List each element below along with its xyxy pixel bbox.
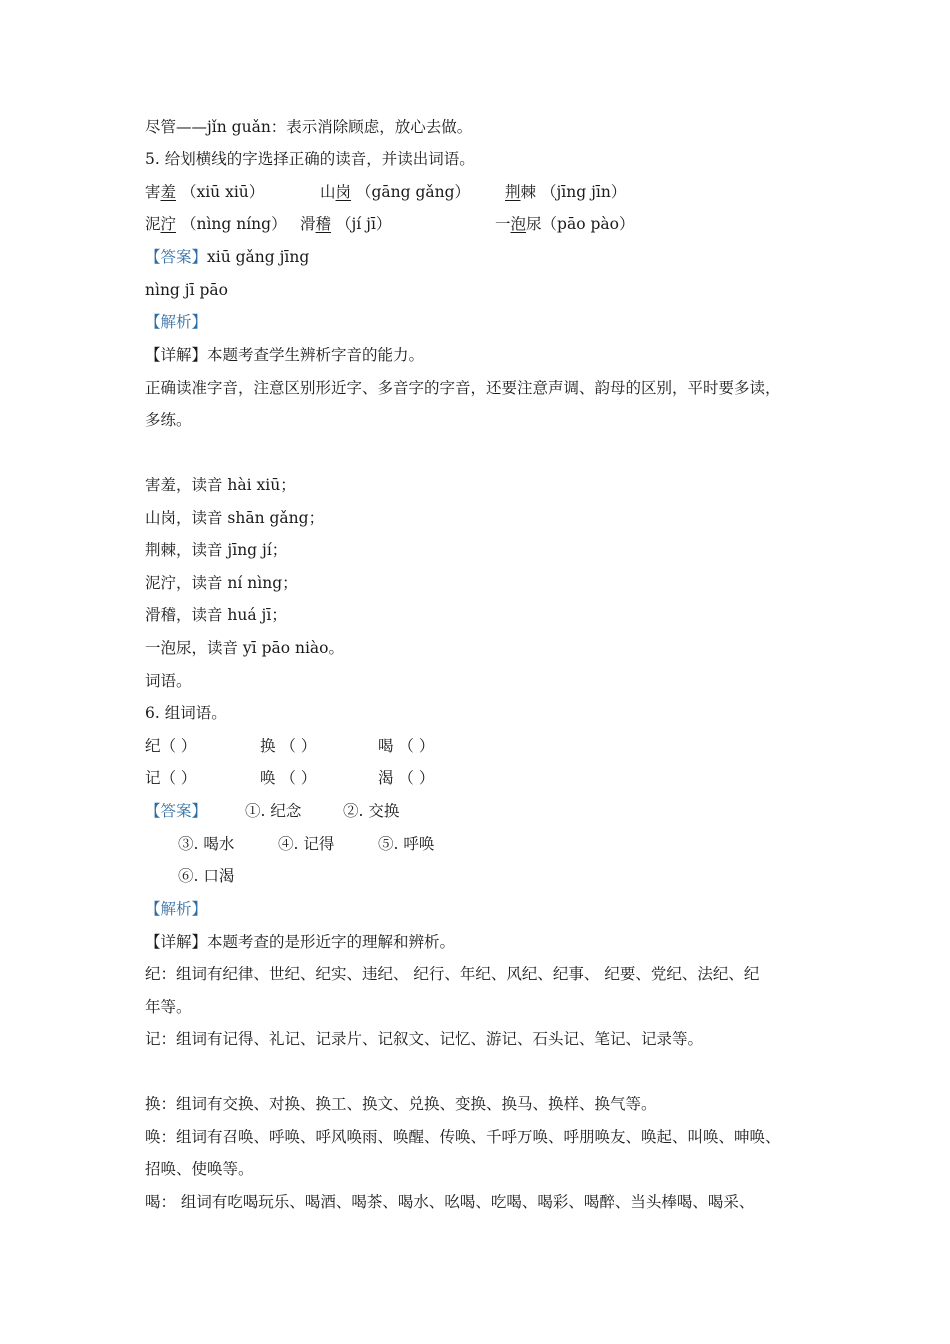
detail-line: 【详解】本题考查学生辨析字音的能力。 (145, 346, 425, 364)
question-6-row-1 (145, 735, 434, 757)
answer-2: ②. 交换 (343, 802, 400, 820)
blank-huan: 换 （ ） (260, 737, 317, 755)
answer-4: ④. 记得 (278, 835, 335, 853)
ji-words-end: 年等。 (145, 998, 192, 1016)
ji2-words: 记：组词有记得、礼记、记录片、记叙文、记忆、游记、石头记、笔记、记录等。 (145, 1030, 704, 1048)
blank-ji2: 记（ ） (145, 769, 197, 787)
huan2-words-end: 招唤、使唤等。 (145, 1160, 254, 1178)
question-5-row-2 (145, 213, 634, 235)
answer-6: ⑥. 口渴 (178, 867, 235, 885)
answer-row-2 (178, 833, 434, 855)
paragraph-line: 正确读准字音，注意区别形近字、多音字的字音，还要注意声调、韵母的区别，平时要多读， (145, 379, 781, 397)
answer-line-2: nìng jī pāo (145, 281, 228, 299)
reading-jingji: 荆棘，读音 jīng jí； (145, 541, 288, 559)
huan2-words: 唤：组词有召唤、呼唤、呼风唤雨、唤醒、传唤、千呼万唤、呼朋唤友、唤起、叫唤、呻唤、 (145, 1128, 781, 1146)
answer-5: ⑤. 呼唤 (378, 835, 435, 853)
he-words: 喝： 组词有吃喝玩乐、喝酒、喝茶、喝水、吆喝、吃喝、喝彩、喝醉、当头棒喝、喝采、 (145, 1193, 755, 1211)
reading-huaji: 滑稽，读音 huá jī； (145, 606, 287, 624)
reading-shangang: 山岗，读音 shān gǎng； (145, 509, 325, 527)
item-ning: 泥泞 （nìng níng） (145, 215, 287, 233)
answer-1: ①. 纪念 (245, 802, 302, 820)
answer-line-1: 【答案】xiū gǎng jīng (145, 248, 310, 266)
blank-ji: 纪（ ） (145, 737, 197, 755)
question-5-title: 5. 给划横线的字选择正确的读音，并读出词语。 (145, 150, 475, 168)
answer-row-1 (145, 800, 399, 822)
definition-line: 尽管——jǐn guǎn：表示消除顾虑，放心去做。 (145, 118, 473, 136)
item-yipaoniao: 一泡尿（pāo pào） (495, 215, 635, 233)
reading-ning: 泥泞，读音 ní nìng； (145, 574, 298, 592)
question-6-row-2 (145, 767, 434, 789)
words-line: 词语。 (145, 672, 192, 690)
reading-haixiu: 害羞，读音 hài xiū； (145, 476, 296, 494)
blank-he: 喝 （ ） (378, 737, 435, 755)
blank-huan2: 唤 （ ） (260, 769, 317, 787)
answer-tag: 【答案】 (145, 248, 208, 266)
question-6-title: 6. 组词语。 (145, 704, 227, 722)
analysis-tag-6: 【解析】 (145, 900, 208, 918)
answer-tag-6: 【答案】 (145, 802, 208, 820)
item-huaji: 滑稽 （jí jī） (300, 215, 392, 233)
ji-words: 纪：组词有纪律、世纪、纪实、违纪、 纪行、年纪、风纪、纪事、 纪要、党纪、法纪、纪 (145, 965, 760, 983)
huan-words: 换：组词有交换、对换、换工、换文、兑换、变换、换马、换样、换气等。 (145, 1095, 657, 1113)
analysis-tag: 【解析】 (145, 313, 208, 331)
reading-yipaoniao: 一泡尿，读音 yī pāo niào。 (145, 639, 345, 657)
question-5-row-1 (145, 181, 626, 203)
answer-3: ③. 喝水 (178, 835, 235, 853)
item-haixiu: 害羞 （xiū xiū） (145, 183, 265, 201)
item-jingji: 荆棘 （jīng jīn） (505, 183, 627, 201)
detail-line-6: 【详解】本题考查的是形近字的理解和辨析。 (145, 933, 456, 951)
blank-ke: 渴 （ ） (378, 769, 435, 787)
paragraph-line-end: 多练。 (145, 411, 192, 429)
item-shangang: 山岗 （gāng gǎng） (320, 183, 471, 201)
